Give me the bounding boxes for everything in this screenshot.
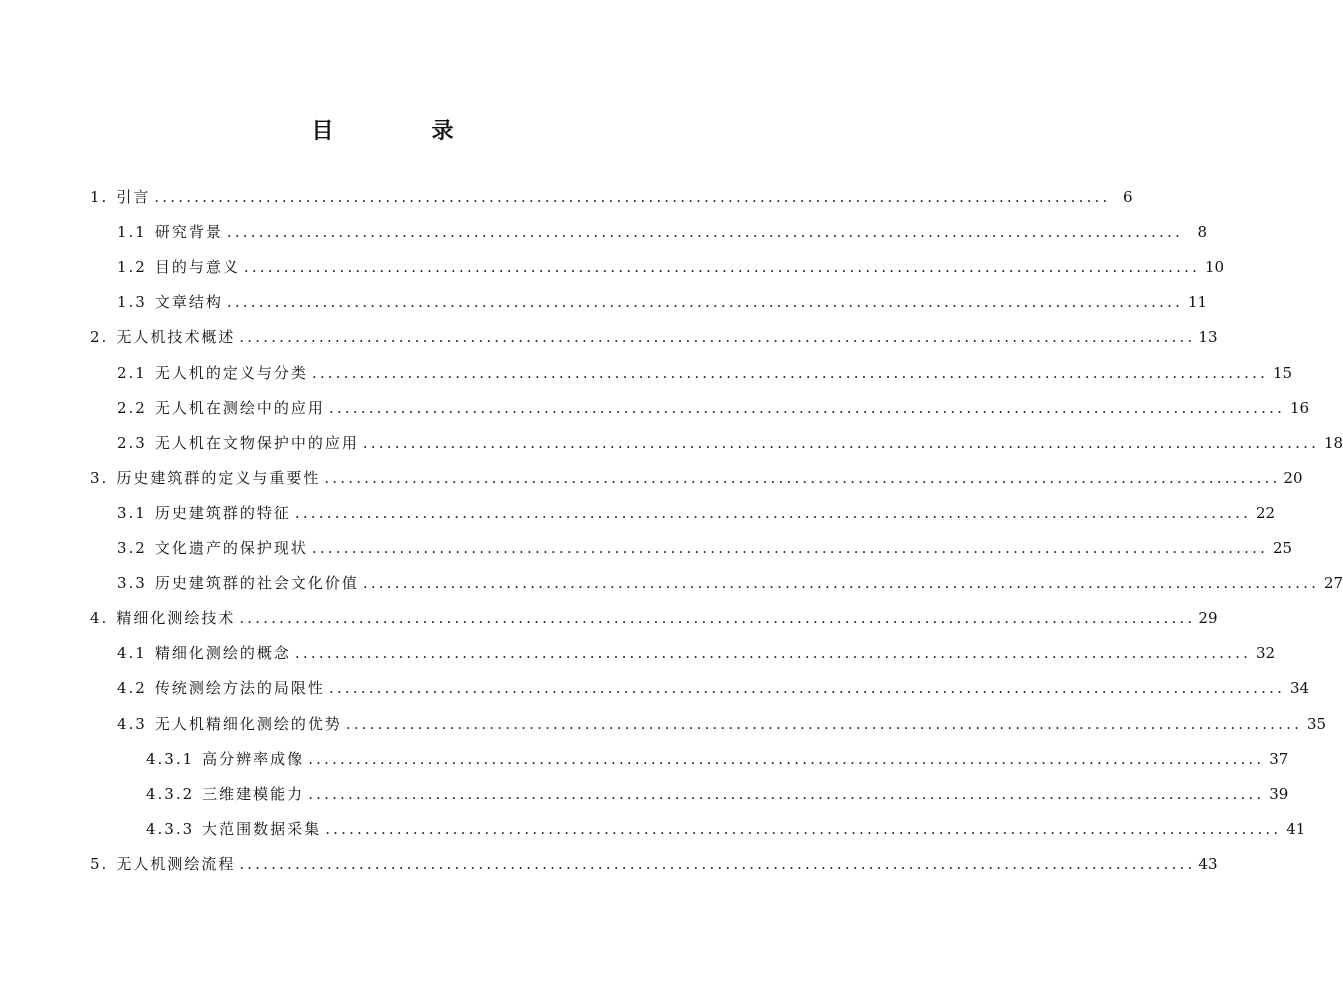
toc-page-number: 27 bbox=[1323, 574, 1343, 593]
toc-dot-leader: ........................................................................................................................ bbox=[154, 188, 1111, 206]
toc-entry-title: 传统测绘方法的局限性 bbox=[154, 679, 325, 698]
toc-entry-title: 无人机在测绘中的应用 bbox=[154, 398, 325, 417]
toc-page-number: 15 bbox=[1272, 363, 1293, 382]
toc-entry-title: 高分辨率成像 bbox=[202, 749, 305, 768]
toc-entry-title: 历史建筑群的社会文化价值 bbox=[154, 574, 359, 593]
toc-entry-5[interactable] bbox=[90, 853, 1218, 875]
toc-dot-leader: ........................................................................................................................ bbox=[239, 609, 1196, 628]
toc-dot-leader: ........................................................................................................................ bbox=[324, 468, 1281, 487]
toc-entry-1-3[interactable] bbox=[117, 291, 1208, 313]
toc-entry-title: 无人机的定义与分类 bbox=[154, 363, 308, 382]
toc-entry-4-1[interactable] bbox=[117, 642, 1276, 664]
toc-entry-title: 研究背景 bbox=[154, 223, 223, 242]
toc-entry-2[interactable] bbox=[90, 326, 1218, 348]
toc-entry-1-1[interactable] bbox=[117, 221, 1208, 243]
toc-dot-leader: ........................................................................................................................ bbox=[328, 398, 1286, 417]
toc-entry-title: 历史建筑群的特征 bbox=[154, 503, 291, 522]
toc-dot-leader: ........................................................................................................................ bbox=[308, 749, 1265, 768]
toc-entry-title: 文章结构 bbox=[154, 293, 223, 312]
toc-entry-number: 1. bbox=[90, 188, 109, 206]
toc-page-number: 41 bbox=[1286, 819, 1306, 838]
toc-page-number: 35 bbox=[1306, 714, 1327, 733]
toc-entry-title: 目的与意义 bbox=[154, 258, 240, 277]
toc-entry-3[interactable] bbox=[90, 467, 1303, 489]
toc-page-number: 20 bbox=[1283, 468, 1303, 487]
toc-entry-4-3[interactable] bbox=[117, 713, 1327, 735]
toc-dot-leader: ........................................................................................................................ bbox=[226, 223, 1184, 242]
toc-entry-3-2[interactable] bbox=[117, 537, 1293, 559]
toc-page-number: 39 bbox=[1269, 784, 1289, 803]
toc-entry-3-1[interactable] bbox=[117, 502, 1276, 524]
toc-dot-leader: ........................................................................................................................ bbox=[294, 644, 1252, 663]
toc-page-number: 13 bbox=[1198, 328, 1218, 347]
toc-entry-1[interactable] bbox=[90, 186, 1133, 208]
toc-dot-leader: ........................................................................................................................ bbox=[325, 819, 1282, 838]
toc-page-number: 43 bbox=[1198, 854, 1218, 873]
toc-entry-number: 4.1 bbox=[117, 644, 147, 663]
toc-entry-number: 4.3.1 bbox=[146, 749, 195, 768]
toc-dot-leader: ........................................................................................................................ bbox=[328, 679, 1286, 698]
toc-entry-number: 3. bbox=[90, 468, 109, 487]
toc-entry-2-3[interactable] bbox=[117, 432, 1343, 454]
toc-entry-title: 精细化测绘技术 bbox=[116, 609, 236, 628]
toc-entry-4-3-1[interactable] bbox=[146, 748, 1289, 770]
toc-entry-number: 2.2 bbox=[117, 398, 147, 417]
toc-entry-1-2[interactable] bbox=[117, 256, 1225, 278]
toc-entry-title: 精细化测绘的概念 bbox=[154, 644, 291, 663]
toc-entry-number: 4. bbox=[90, 609, 109, 628]
toc-entry-number: 4.3.3 bbox=[146, 819, 195, 838]
toc-entry-number: 3.2 bbox=[117, 539, 147, 557]
toc-entry-number: 1.2 bbox=[117, 258, 147, 277]
toc-dot-leader: ........................................................................................................................ bbox=[362, 433, 1320, 452]
toc-page-number: 8 bbox=[1197, 223, 1208, 242]
toc-entry-2-2[interactable] bbox=[117, 397, 1310, 419]
toc-entry-title: 无人机精细化测绘的优势 bbox=[154, 714, 342, 733]
toc-dot-leader: ........................................................................................................................ bbox=[345, 714, 1303, 733]
toc-entry-title: 三维建模能力 bbox=[202, 784, 305, 803]
toc-entry-number: 1.3 bbox=[117, 293, 147, 312]
toc-dot-leader: ........................................................................................................................ bbox=[308, 784, 1265, 803]
toc-entry-4-3-3[interactable] bbox=[146, 818, 1306, 840]
toc-entry-title: 历史建筑群的定义与重要性 bbox=[116, 468, 321, 487]
toc-entry-title: 引言 bbox=[116, 188, 151, 206]
toc-dot-leader: ........................................................................................................................ bbox=[311, 539, 1269, 557]
toc-dot-leader: ........................................................................................................................ bbox=[239, 328, 1196, 347]
toc-page-number: 10 bbox=[1204, 258, 1225, 277]
toc-entry-number: 3.3 bbox=[117, 574, 147, 593]
toc-entry-title: 无人机测绘流程 bbox=[116, 854, 236, 873]
toc-entry-4-3-2[interactable] bbox=[146, 783, 1289, 805]
toc-entry-number: 4.2 bbox=[117, 679, 147, 698]
toc-dot-leader: ........................................................................................................................ bbox=[294, 503, 1252, 522]
toc-entry-title: 无人机技术概述 bbox=[116, 328, 236, 347]
toc-dot-leader: ........................................................................................................................ bbox=[239, 854, 1196, 873]
toc-dot-leader: ........................................................................................................................ bbox=[362, 574, 1320, 593]
toc-page-number: 34 bbox=[1289, 679, 1310, 698]
toc-title: 目 录 bbox=[311, 119, 492, 144]
toc-entry-number: 2. bbox=[90, 328, 109, 347]
toc-entry-number: 5. bbox=[90, 854, 109, 873]
toc-dot-leader: ........................................................................................................................ bbox=[243, 258, 1201, 277]
toc-entry-4-2[interactable] bbox=[117, 677, 1310, 699]
toc-entry-title: 大范围数据采集 bbox=[202, 819, 322, 838]
toc-entry-number: 3.1 bbox=[117, 503, 147, 522]
toc-entry-number: 4.3 bbox=[117, 714, 147, 733]
toc-entry-number: 1.1 bbox=[117, 223, 147, 242]
toc-entry-title: 无人机在文物保护中的应用 bbox=[154, 433, 359, 452]
toc-page-number: 6 bbox=[1122, 188, 1133, 206]
toc-page-number: 16 bbox=[1289, 398, 1310, 417]
toc-entry-number: 4.3.2 bbox=[146, 784, 195, 803]
toc-dot-leader: ........................................................................................................................ bbox=[226, 293, 1184, 312]
toc-entry-number: 2.1 bbox=[117, 363, 147, 382]
toc-page-number: 25 bbox=[1272, 539, 1293, 557]
toc-page-number: 29 bbox=[1198, 609, 1218, 628]
toc-entry-3-3[interactable] bbox=[117, 572, 1343, 594]
toc-entry-2-1[interactable] bbox=[117, 362, 1293, 384]
toc-entry-number: 2.3 bbox=[117, 433, 147, 452]
toc-page-number: 11 bbox=[1187, 293, 1208, 312]
toc-page-number: 32 bbox=[1255, 644, 1276, 663]
toc-page-number: 22 bbox=[1255, 503, 1276, 522]
toc-entry-4[interactable] bbox=[90, 607, 1218, 629]
toc-entry-title: 文化遗产的保护现状 bbox=[154, 539, 308, 557]
toc-page-number: 18 bbox=[1323, 433, 1343, 452]
toc-dot-leader: ........................................................................................................................ bbox=[311, 363, 1269, 382]
toc-page-number: 37 bbox=[1269, 749, 1289, 768]
